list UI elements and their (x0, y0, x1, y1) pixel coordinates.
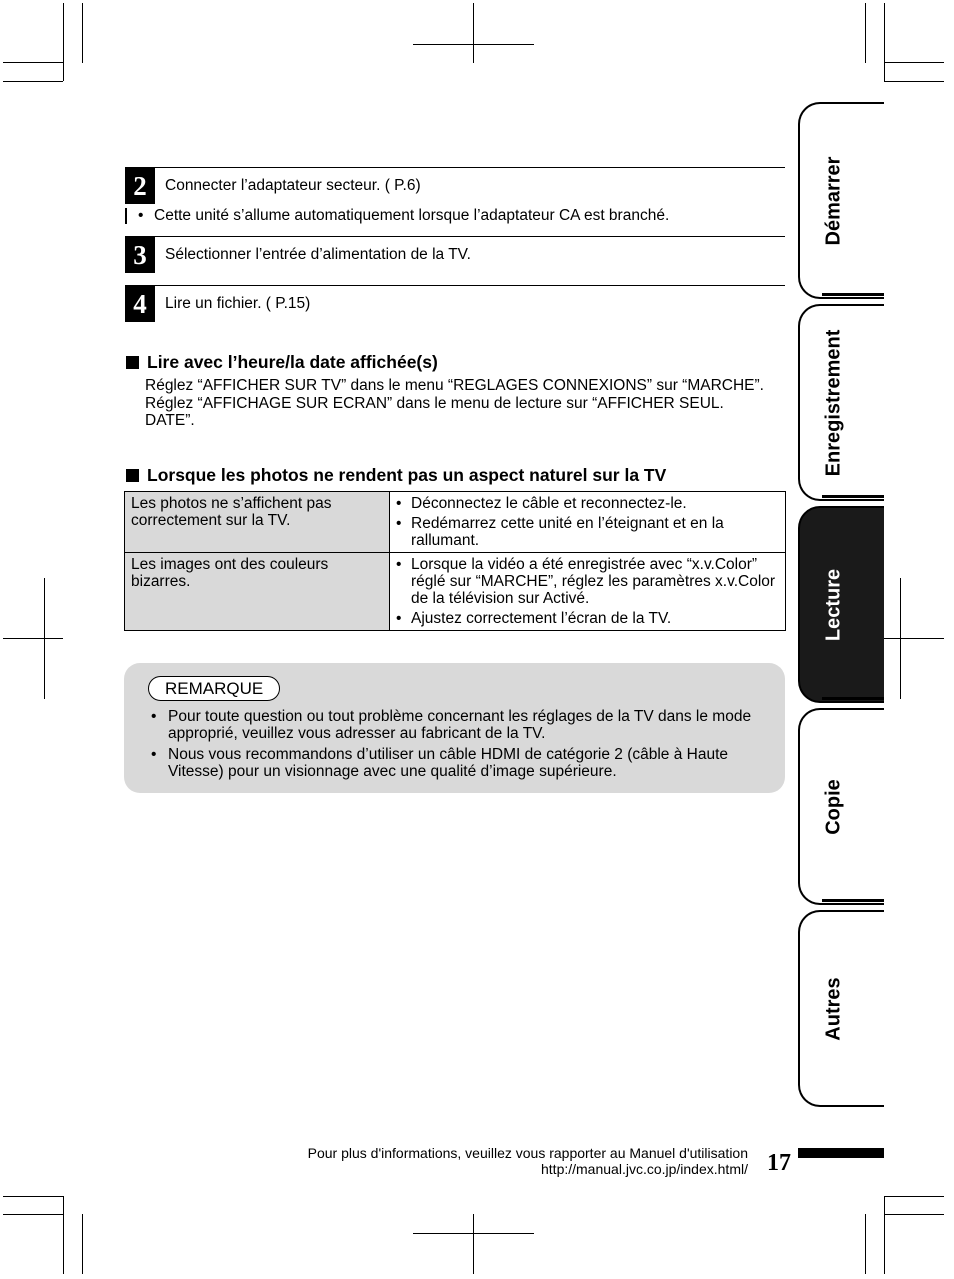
tab-label: Démarrer (822, 156, 845, 245)
step-note-text: Cette unité s’allume automatiquement lorsque l’adaptateur CA est branché. (154, 207, 670, 224)
step-number: 2 (125, 168, 155, 204)
step-2 (125, 167, 785, 228)
solution-text: Redémarrez cette unité en l’éteignant et en la rallumant. (411, 515, 724, 549)
troubleshooting-table (124, 491, 786, 631)
section-title: Lire avec l’heure/la date affichée(s) (147, 352, 438, 372)
bullet-icon: • (396, 610, 402, 627)
step-3 (125, 236, 785, 277)
footer-url[interactable]: http://manual.jvc.co.jp/index.html/ (541, 1161, 748, 1177)
solution-text: Ajustez correctement l’écran de la TV. (411, 610, 672, 627)
step-text: Lire un fichier. ( P.15) (165, 295, 311, 312)
page-bar (798, 1148, 884, 1158)
solution-text: Déconnectez le câble et reconnectez-le. (411, 495, 687, 512)
list-item (396, 556, 779, 607)
bullet-icon: • (396, 556, 402, 573)
solution-text: Lorsque la vidéo a été enregistrée avec “x.v.Color” réglé sur “MARCHE”, réglez les paramètres x.v.Color de la télévision sur Activé. (411, 556, 776, 607)
bullet-icon: • (151, 746, 157, 763)
bullet-icon: • (396, 515, 402, 532)
paragraph-line: Réglez “AFFICHAGE SUR ECRAN” dans le menu de lecture sur “AFFICHER SEUL. DATE”. (145, 394, 724, 429)
tab-autres[interactable] (798, 910, 884, 1107)
tab-demarrer[interactable] (798, 102, 884, 299)
section-heading-photos (126, 465, 666, 486)
remark-text: Nous vous recommandons d’utiliser un câble HDMI de catégorie 2 (câble à Haute Vitesse) pour un visionnage avec une qualité d’image supérieure. (168, 746, 729, 780)
tab-lecture[interactable] (798, 506, 884, 703)
step-text: Sélectionner l’entrée d’alimentation de la TV. (165, 246, 471, 263)
solution-cell (390, 492, 786, 553)
paragraph-line: Réglez “AFFICHER SUR TV” dans le menu “REGLAGES CONNEXIONS” sur “MARCHE”. (145, 377, 764, 394)
section-heading-date (126, 352, 438, 373)
footer-text: Pour plus d'informations, veuillez vous rapporter au Manuel d'utilisation (307, 1145, 748, 1161)
remark-title: REMARQUE (148, 676, 280, 701)
remark-box (124, 663, 785, 793)
problem-cell: Les photos ne s’affichent pas correctement sur la TV. (125, 492, 390, 553)
table-row (125, 553, 786, 631)
bullet-icon: • (396, 495, 402, 512)
table-row (125, 492, 786, 553)
footer-reference (308, 1145, 748, 1177)
step-note (125, 208, 669, 224)
section-title: Lorsque les photos ne rendent pas un aspect naturel sur la TV (147, 465, 667, 485)
list-item (396, 515, 779, 549)
list-item (396, 495, 779, 512)
list-item (396, 610, 779, 627)
step-number: 3 (125, 237, 155, 273)
tab-copie[interactable] (798, 708, 884, 905)
tab-label: Autres (822, 976, 845, 1041)
bullet-icon: • (151, 708, 157, 725)
square-bullet-icon (126, 469, 139, 482)
problem-cell: Les images ont des couleurs bizarres. (125, 553, 390, 631)
tab-label: Copie (822, 778, 845, 835)
bullet-icon: • (138, 207, 144, 224)
tab-label: Lecture (822, 568, 845, 641)
step-text: Connecter l’adaptateur secteur. ( P.6) (165, 177, 421, 194)
remark-text: Pour toute question ou tout problème concernant les réglages de la TV dans le mode approprié, veuillez vous adresser au fabricant de la TV. (168, 708, 752, 742)
solution-cell (390, 553, 786, 631)
tab-enregistrement[interactable] (798, 304, 884, 501)
step-number: 4 (125, 286, 155, 322)
page-number: 17 (767, 1150, 791, 1176)
list-item (151, 708, 761, 742)
tab-label: Enregistrement (822, 329, 845, 476)
list-item (151, 746, 761, 780)
step-4 (125, 285, 785, 326)
section-text (145, 377, 765, 430)
square-bullet-icon (126, 356, 139, 369)
